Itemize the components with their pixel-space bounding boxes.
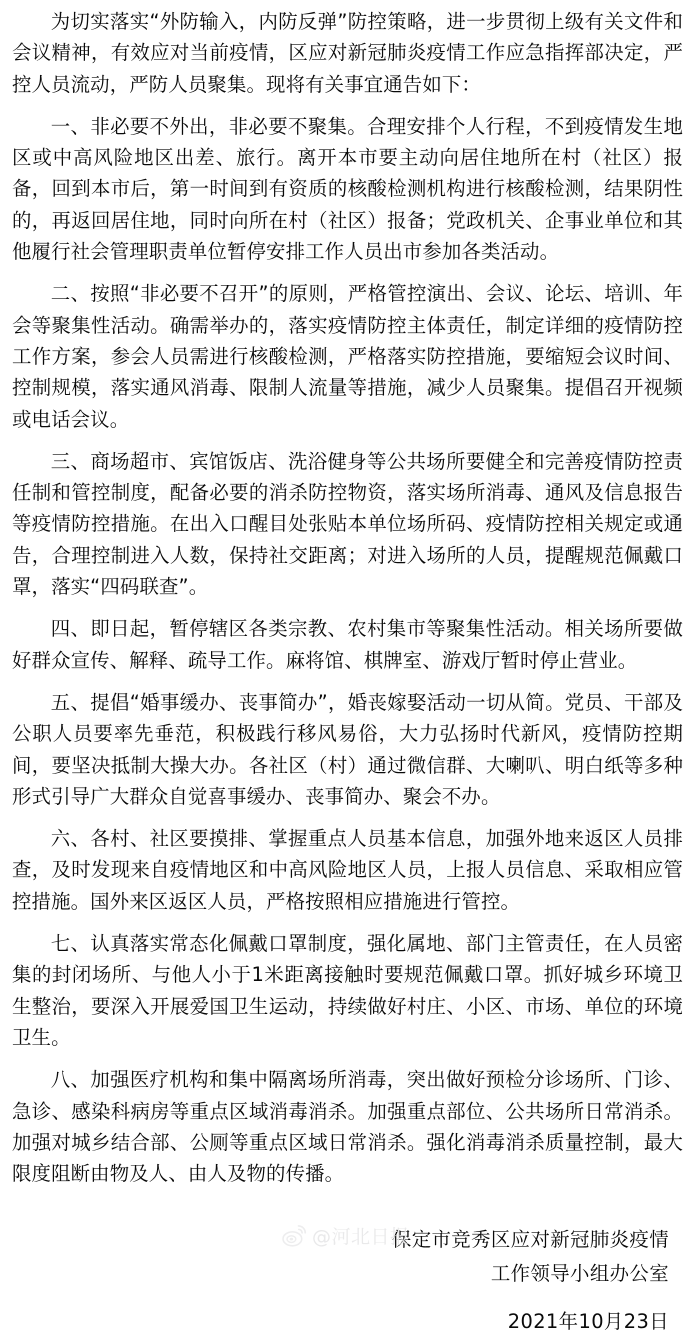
paragraph-article-2: 二、按照“非必要不召开”的原则，严格管控演出、会议、论坛、培训、年会等聚集性活动。确需举办的，落实疫情防控主体责任，制定详细的疫情防控工作方案，参会人员需进行核酸检测，严格落实防控措施，要缩短会议时间、控制规模，落实通风消毒、限制人流量等措施，减少人员聚集。提倡召开视频或电话会议。 — [12, 282, 683, 431]
issuing-organization-line-1: 保定市竞秀区应对新冠肺炎疫情 — [391, 1228, 669, 1252]
paragraph-article-1: 一、非必要不外出，非必要不聚集。合理安排个人行程，不到疫情发生地区或中高风险地区出差、旅行。离开本市要主动向居住地所在村（社区）报备，回到本市后，第一时间到有资质的核酸检测机构进行核酸检测，结果阴性的，再返回居住地，同时向所在村（社区）报备；党政机关、企事业单位和其他履行社会管理职责单位暂停安排工作人员出市参加各类活动。 — [12, 114, 683, 264]
paragraph-article-8: 八、加强医疗机构和集中隔离场所消毒，突出做好预检分诊场所、门诊、急诊、感染科病房等重点区域消毒消杀。加强重点部位、公共场所日常消杀。加强对城乡结合部、公厕等重点区域日常消杀。强化消毒消杀质量控制，最大限度阻断由物及人、由人及物的传播。 — [12, 1068, 683, 1186]
paragraph-article-3: 三、商场超市、宾馆饭店、洗浴健身等公共场所要健全和完善疫情防控责任制和管控制度，配备必要的消杀防控物资，落实场所消毒、通风及信息报告等疫情防控措施。在出入口醒目处张贴本单位场所码、疫情防控相关规定或通告，合理控制进入人数，保持社交距离；对进入场所的人员，提醒规范佩戴口罩，落实“四码联查”。 — [12, 449, 683, 599]
issue-date: 2021年10月23日 — [507, 1310, 669, 1334]
signature-block — [12, 1223, 683, 1339]
paragraph-preamble: 为切实落实“外防输入，内防反弹”防控策略，进一步贯彻上级有关文件和会议精神，有效应对当前疫情，区应对新冠肺炎疫情工作应急指挥部决定，严控人员流动，严防人员聚集。现将有关事宜通告如下： — [12, 10, 683, 96]
paragraph-article-6: 六、各村、社区要摸排、掌握重点人员基本信息，加强外地来返区人员排查，及时发现来自疫情地区和中高风险地区人员，上报人员信息、采取相应管控措施。国外来区返区人员，严格按照相应措施进行管控。 — [12, 827, 683, 913]
paragraph-article-4: 四、即日起，暂停辖区各类宗教、农村集市等聚集性活动。相关场所要做好群众宣传、解释、疏导工作。麻将馆、棋牌室、游戏厅暂时停止营业。 — [12, 617, 683, 672]
issuing-organization-line-2: 工作领导小组办公室 — [490, 1262, 669, 1286]
paragraph-article-7: 七、认真落实常态化佩戴口罩制度，强化属地、部门主管责任，在人员密集的封闭场所、与他人小于1米距离接触时要规范佩戴口罩。抓好城乡环境卫生整治，要深入开展爱国卫生运动，持续做好村庄、小区、市场、单位的环境卫生。 — [12, 932, 683, 1049]
watermark-text: @河北日报 — [312, 1226, 410, 1248]
paragraph-article-5: 五、提倡“婚事缓办、丧事简办”，婚丧嫁娶活动一切从简。党员、干部及公职人员要率先垂范，积极践行移风易俗，大力弘扬时代新风，疫情防控期间，要坚决抵制大操大办。各社区（村）通过微信群、大喇叭、明白纸等多种形式引导广大群众自觉喜事缓办、丧事简办、聚会不办。 — [12, 690, 683, 808]
document-body — [12, 6, 683, 1189]
